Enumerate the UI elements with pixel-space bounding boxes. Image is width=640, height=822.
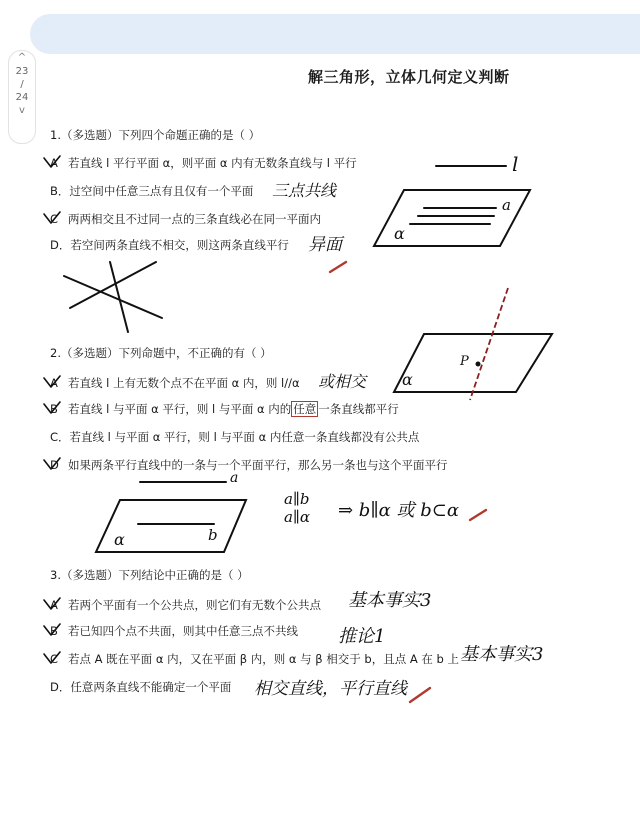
red-mark bbox=[410, 688, 430, 702]
check-icon bbox=[44, 598, 60, 609]
q2-option-b-post: 一条直线都平行 bbox=[318, 402, 399, 416]
q2-stem: 2.（多选题）下列命题中，不正确的有（ ） bbox=[50, 346, 272, 360]
q2-option-d: 如果两条平行直线中的一条与一个平面平行，那么另一条也与这个平面平行 bbox=[68, 458, 448, 472]
q2-note-line2: a∥α bbox=[284, 508, 311, 526]
q2-plane-figure bbox=[394, 334, 552, 392]
q3-option-c-letter: C bbox=[50, 652, 59, 666]
q2-note-result: ⇒ b∥α 或 b⊂α bbox=[338, 500, 459, 521]
q2-fig2-label-alpha: α bbox=[114, 530, 125, 549]
red-mark bbox=[330, 262, 346, 272]
q3-stem: 3.（多选题）下列结论中正确的是（ ） bbox=[50, 568, 249, 582]
q3-option-b: 若已知四个点不共面，则其中任意三点不共线 bbox=[68, 624, 298, 638]
q3-note-b: 推论1 bbox=[338, 626, 386, 647]
q2-option-c: C．若直线 l 与平面 α 平行，则 l 与平面 α 内任意一条直线都没有公共点 bbox=[50, 430, 420, 444]
q1-option-a: 若直线 l 平行平面 α，则平面 α 内有无数条直线与 l 平行 bbox=[68, 156, 357, 170]
q2-option-a-letter: A bbox=[50, 376, 58, 390]
q3-option-c: 若点 A 既在平面 α 内，又在平面 β 内，则 α 与 β 相交于 b，且点 A 在 b 上 bbox=[68, 652, 460, 666]
q2-fig2-label-a: a bbox=[230, 470, 239, 486]
q1-note-d: 异面 bbox=[308, 235, 342, 255]
q2-option-b-pre: 若直线 l 与平面 α 平行，则 l 与平面 α 内的 bbox=[68, 402, 292, 416]
q2-note-line1: a∥b bbox=[284, 490, 310, 508]
q2-piercing-line bbox=[470, 288, 508, 400]
q2-option-d-letter: D bbox=[50, 458, 59, 472]
check-icon bbox=[44, 402, 60, 413]
total-pages: 24 bbox=[15, 92, 29, 103]
q1-option-a-letter: A bbox=[50, 156, 58, 170]
check-icon bbox=[44, 624, 60, 635]
q2-option-b-boxed-word: 任意 bbox=[293, 402, 317, 416]
page-separator: / bbox=[20, 79, 24, 90]
page-down-icon[interactable]: v bbox=[19, 105, 25, 116]
q3-option-a-letter: A bbox=[50, 598, 58, 612]
check-icon bbox=[44, 212, 60, 223]
q3-option-b-letter: B bbox=[50, 624, 58, 638]
q1-stem: 1.（多选题）下列四个命题正确的是（ ） bbox=[50, 128, 261, 142]
q1-option-c: 两两相交且不过同一点的三条直线必在同一平面内 bbox=[68, 212, 321, 226]
q1-intersecting-lines bbox=[64, 262, 162, 332]
q3-option-d: D．任意两条直线不能确定一个平面 bbox=[50, 680, 232, 694]
check-icon bbox=[44, 376, 60, 387]
q2-option-b-letter: B bbox=[50, 402, 58, 416]
check-icon bbox=[44, 652, 60, 663]
q1-fig-label-alpha: α bbox=[394, 224, 405, 243]
q1-note-b: 三点共线 bbox=[272, 181, 337, 200]
q1-fig-label-a: a bbox=[502, 196, 511, 214]
check-icon bbox=[44, 458, 60, 469]
check-icon bbox=[44, 156, 60, 167]
q2-fig-label-alpha: α bbox=[402, 370, 413, 389]
q3-note-c: 基本事实3 bbox=[460, 644, 544, 665]
q1-fig-label-l: l bbox=[512, 152, 519, 176]
q1-plane-figure bbox=[374, 166, 530, 246]
q3-note-a: 基本事实3 bbox=[348, 590, 432, 611]
q2-plane-figure-2 bbox=[96, 482, 246, 552]
red-mark bbox=[470, 510, 486, 520]
q2-fig-label-p: P bbox=[460, 354, 469, 369]
current-page: 23 bbox=[15, 66, 29, 77]
page-title: 解三角形，立体几何定义判断 bbox=[308, 68, 510, 86]
q3-option-a: 若两个平面有一个公共点，则它们有无数个公共点 bbox=[68, 598, 321, 612]
q1-option-b: B．过空间中任意三点有且仅有一个平面 bbox=[50, 184, 254, 198]
q1-option-d: D．若空间两条直线不相交，则这两条直线平行 bbox=[50, 238, 289, 252]
q2-option-a: 若直线 l 上有无数个点不在平面 α 内，则 l//α bbox=[68, 376, 300, 390]
page-up-icon[interactable]: ^ bbox=[17, 52, 27, 63]
q1-option-c-letter: C bbox=[50, 212, 59, 226]
q3-note-d: 相交直线，平行直线 bbox=[254, 679, 407, 699]
q2-note-a: 或相交 bbox=[318, 372, 367, 391]
q2-point-p bbox=[476, 362, 481, 367]
q2-fig2-label-b: b bbox=[208, 526, 218, 544]
